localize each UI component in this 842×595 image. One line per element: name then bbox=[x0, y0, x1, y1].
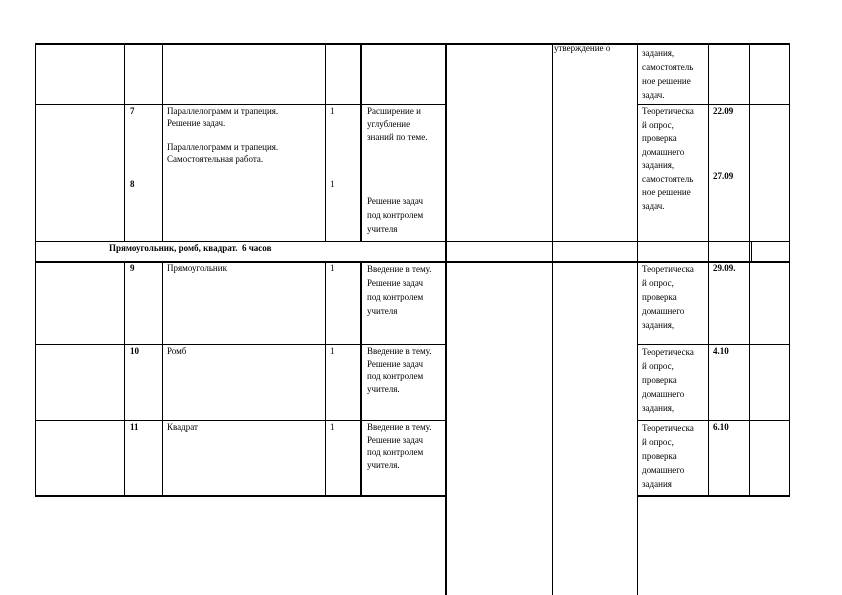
lesson-type-7: Расширение и углубление знаний по теме. bbox=[367, 106, 428, 142]
continued-control-cell: задания, самостоятель ное решение задач. bbox=[642, 48, 694, 100]
lesson-date-9: 29.09. bbox=[713, 263, 736, 273]
section-title: Прямоугольник, ромб, квадрат. 6 часов bbox=[109, 243, 272, 253]
col-line-4 bbox=[360, 43, 362, 242]
lesson-type-9: Введение в тему. Решение задач под контролем учителя bbox=[367, 264, 432, 316]
col-line-3 bbox=[325, 43, 326, 242]
table-top-border-left bbox=[35, 43, 446, 45]
lesson-topic-7: Параллелограмм и трапеция. Решение задач. bbox=[167, 106, 279, 128]
lesson-hours-7: 1 bbox=[330, 106, 335, 116]
lesson-number-9: 9 bbox=[130, 263, 135, 273]
col-line-2b bbox=[162, 261, 163, 496]
lesson-number-11: 11 bbox=[130, 422, 139, 432]
col-line-1 bbox=[124, 43, 125, 242]
lesson-topic-11: Квадрат bbox=[167, 422, 198, 432]
lesson-number-7: 7 bbox=[130, 106, 135, 116]
lesson-date-8: 27.09 bbox=[713, 171, 734, 181]
lesson-control-9: Теоретическа й опрос, проверка домашнего задания, bbox=[642, 264, 694, 330]
lesson-hours-9: 1 bbox=[330, 263, 335, 273]
col-line-7 bbox=[637, 43, 638, 595]
lesson-type-8: Решение задач под контролем учителя bbox=[367, 196, 424, 234]
lesson-control-11: Теоретическа й опрос, проверка домашнего задания bbox=[642, 423, 694, 489]
lesson-topic-9: Прямоугольник bbox=[167, 263, 227, 273]
lesson-control-7-8: Теоретическа й опрос, проверка домашнего задания, самостоятель ное решение задач. bbox=[642, 106, 694, 211]
col-line-6 bbox=[552, 43, 553, 595]
lesson-hours-8: 1 bbox=[330, 179, 335, 189]
lesson-hours-10: 1 bbox=[330, 346, 335, 356]
col-line-1b bbox=[124, 261, 125, 496]
col-line-9c bbox=[751, 241, 752, 261]
lesson-topic-8: Параллелограмм и трапеция. Самостоятельная работа. bbox=[167, 142, 279, 164]
lesson-control-10: Теоретическа й опрос, проверка домашнего задания, bbox=[642, 347, 694, 413]
table-top-border-right bbox=[446, 43, 790, 45]
lesson-hours-11: 1 bbox=[330, 422, 335, 432]
row-divider-6-right bbox=[637, 495, 790, 497]
lesson-number-10: 10 bbox=[130, 346, 139, 356]
lesson-type-11: Введение в тему. Решение задач под контролем учителя. bbox=[367, 422, 432, 470]
row-divider-6 bbox=[35, 495, 446, 497]
col-line-9 bbox=[749, 43, 750, 496]
col-line-5 bbox=[445, 43, 447, 595]
col-line-3b bbox=[325, 261, 326, 496]
continued-activity-fragment: утверждение о bbox=[554, 43, 611, 53]
col-line-8 bbox=[708, 43, 709, 496]
lesson-date-11: 6.10 bbox=[713, 422, 729, 432]
col-line-10 bbox=[789, 43, 790, 496]
lesson-topic-10: Ромб bbox=[167, 346, 187, 356]
lesson-number-8: 8 bbox=[130, 179, 135, 189]
lesson-date-7: 22.09 bbox=[713, 106, 734, 116]
col-line-2 bbox=[162, 43, 163, 242]
lesson-type-10: Введение в тему. Решение задач под контролем учителя. bbox=[367, 346, 432, 394]
col-line-4b bbox=[360, 261, 362, 496]
lesson-date-10: 4.10 bbox=[713, 346, 729, 356]
col-line-0 bbox=[35, 43, 36, 496]
